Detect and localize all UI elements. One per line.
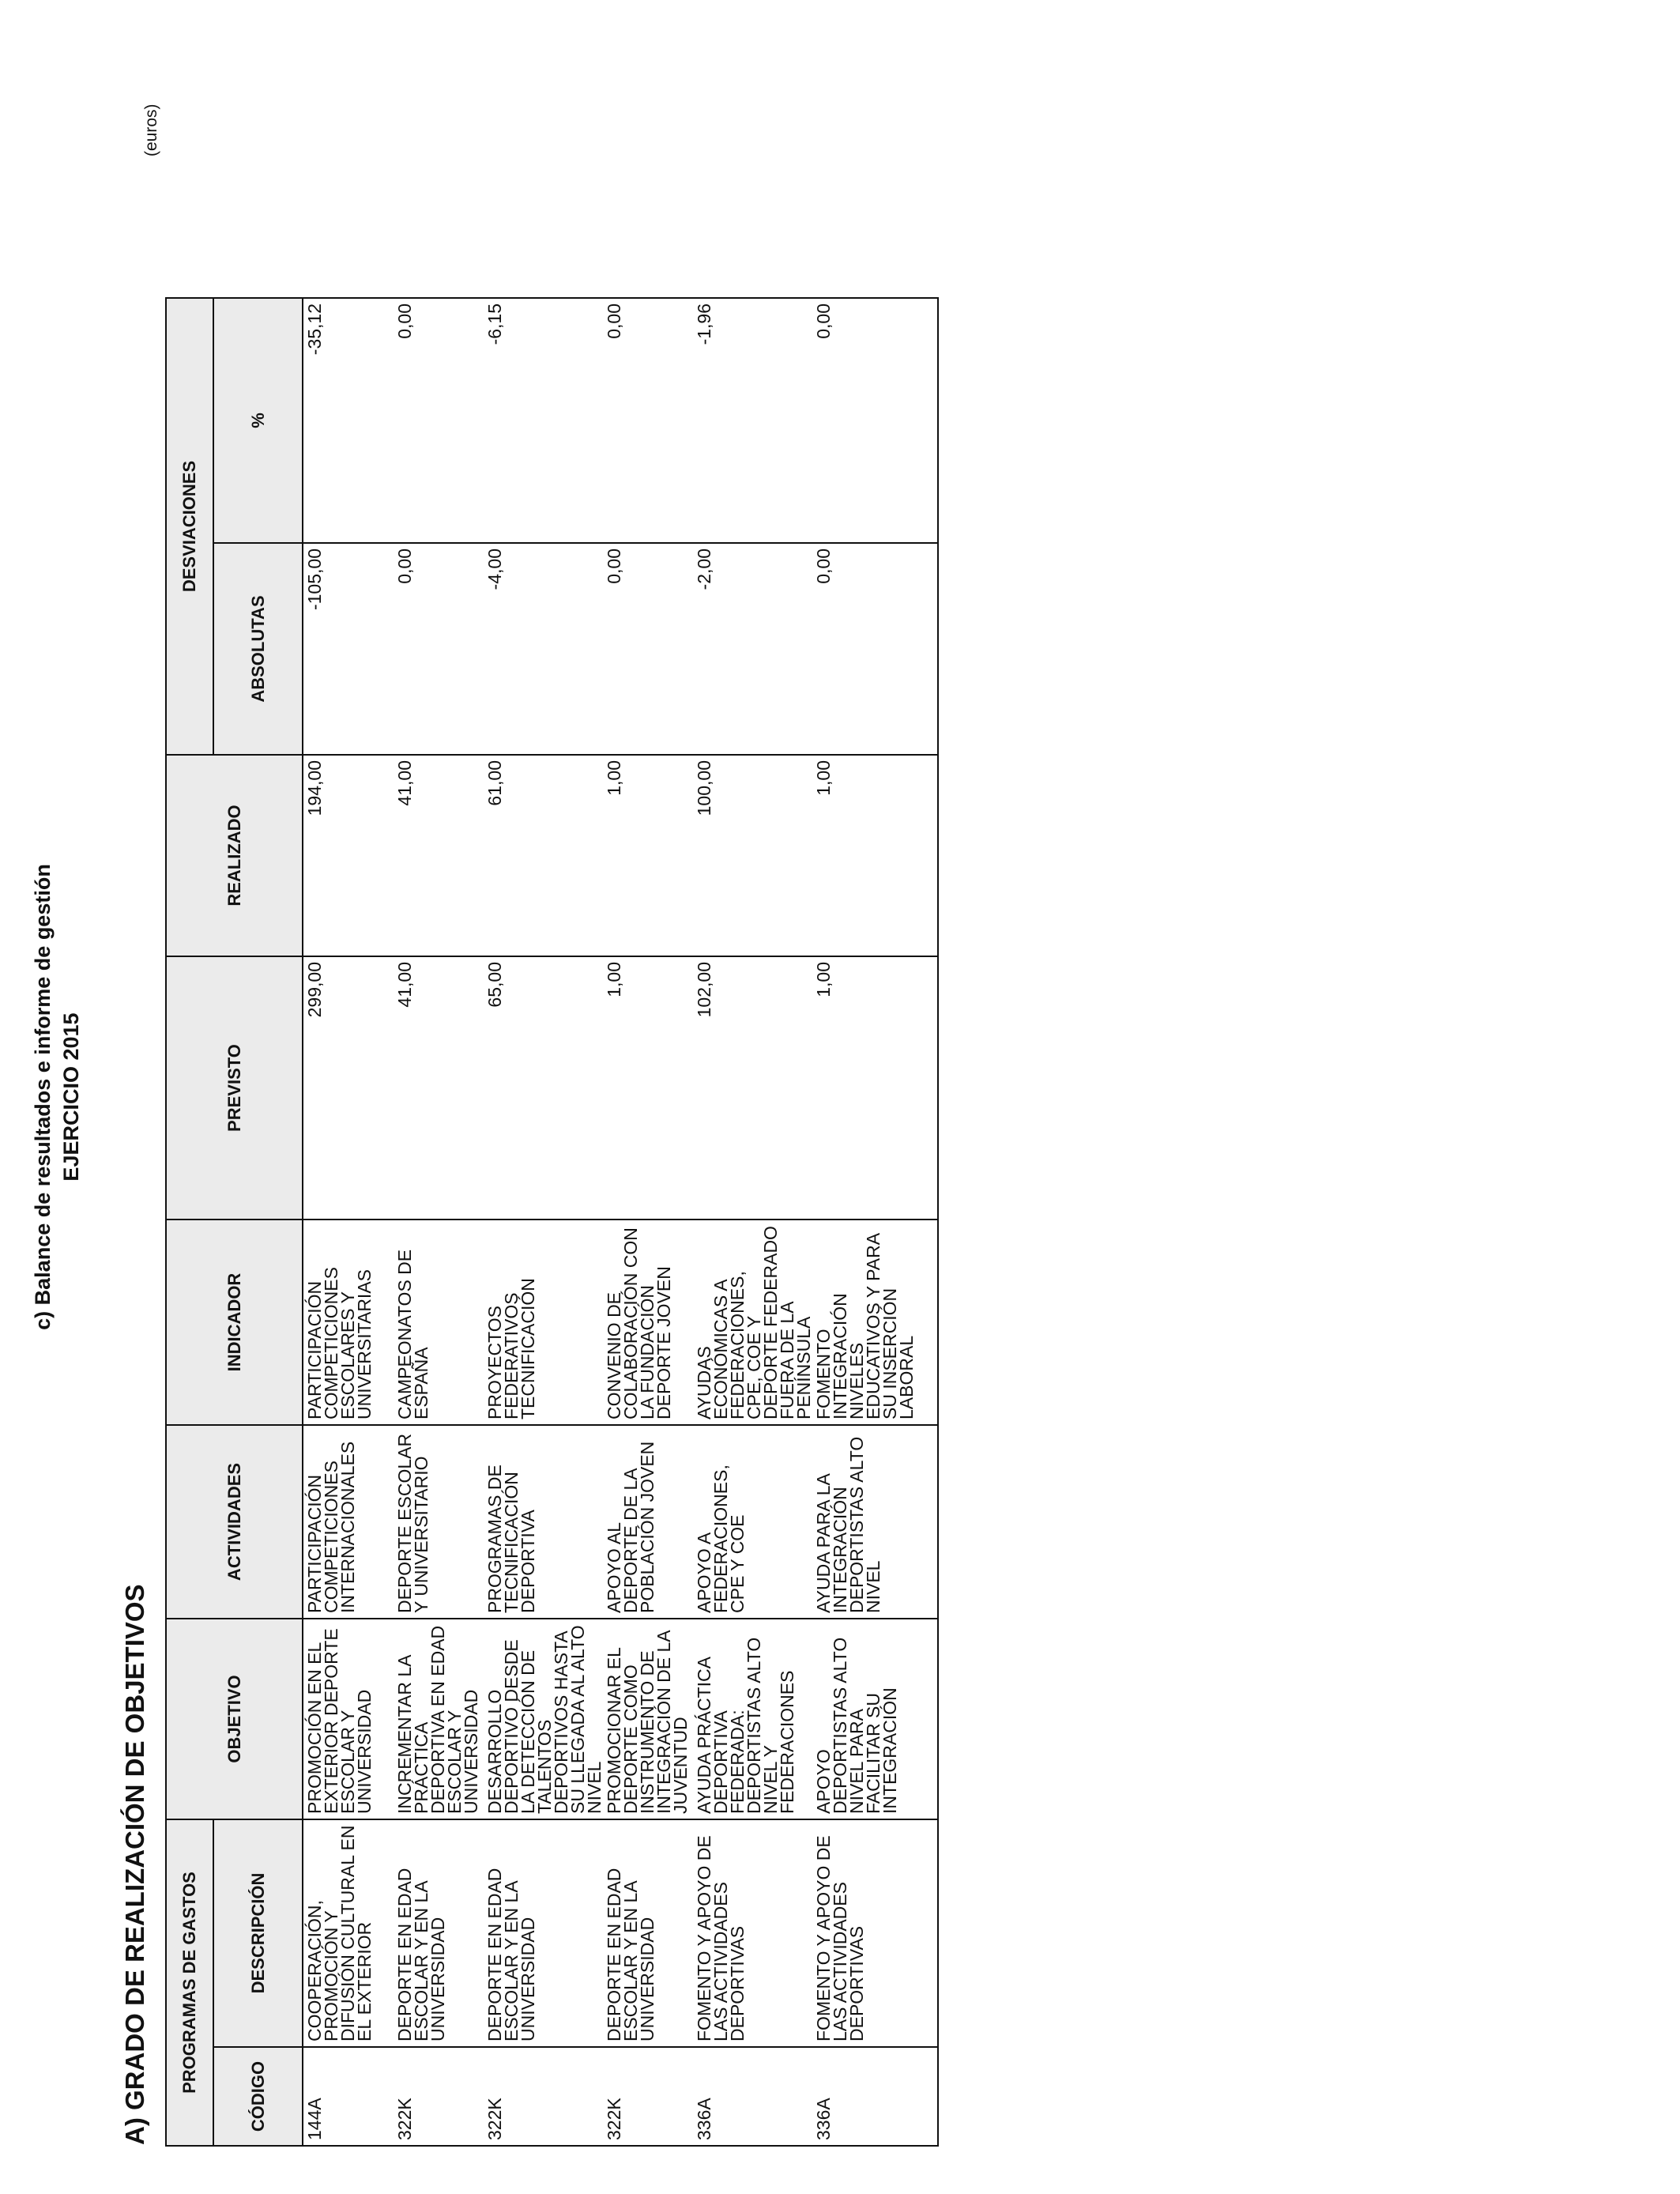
cell-objetivo: INCREMENTAR LA PRÁCTICA DEPORTIVA EN EDAD ESCOLAR Y UNIVERSIDAD [394,1619,484,1819]
cell-pct: -35,12 [303,298,394,543]
col-header-indicador: INDICADOR [166,1220,303,1425]
cell-previsto: 65,00 [484,956,603,1220]
table-row [394,55,484,2146]
col-header-previsto: PREVISTO [166,956,303,1220]
cell-descripcion: COOPERACIÓN, PROMOCIÓN Y DIFUSIÓN CULTURAL EN EL EXTERIOR [303,1819,394,2047]
group-header-programas: PROGRAMAS DE GASTOS [166,1819,213,2146]
objectives-table [165,55,939,2147]
cell-pct: 0,00 [603,298,693,543]
cell-pct: 0,00 [394,298,484,543]
cell-indicador: AYUDAS ECONÓMICAS A FEDERACIONES, CPE, COE Y DEPORTE FEDERADO FUERA DE LA PENÍNSULA [693,1220,812,1425]
cell-descripcion: FOMENTO Y APOYO DE LAS ACTIVIDADES DEPORTIVAS [693,1819,812,2047]
cell-absolutas: -2,00 [693,543,812,755]
report-title: c) Balance de resultados e informe de gestión [31,864,55,1330]
cell-absolutas: 0,00 [394,543,484,755]
cell-actividades: APOYO AL DEPORTE DE LA POBLACIÓN JOVEN [603,1425,693,1619]
group-header-desviaciones: DESVIACIONES [166,298,213,755]
cell-indicador: FOMENTO INTEGRACIÓN NIVELES EDUCATIVOS Y PARA SU INSERCIÓN LABORAL [812,1220,938,1425]
cell-absolutas: 0,00 [812,543,938,755]
cell-codigo: 322K [394,2047,484,2146]
cell-realizado: 41,00 [394,755,484,956]
cell-codigo: 336A [812,2047,938,2146]
cell-pct: 0,00 [812,298,938,543]
cell-actividades: PARTICIPACIÓN COMPETICIONES INTERNACIONALES [303,1425,394,1619]
col-header-absolutas: ABSOLUTAS [213,543,303,755]
cell-codigo: 144A [303,2047,394,2146]
col-header-actividades: ACTIVIDADES [166,1425,303,1619]
cell-indicador: PARTICIPACIÓN COMPETICIONES ESCOLARES Y UNIVERSITARIAS [303,1220,394,1425]
cell-absolutas: -105,00 [303,543,394,755]
table-row [812,55,938,2146]
cell-actividades: APOYO A FEDERACIONES, CPE Y COE [693,1425,812,1619]
cell-codigo: 336A [693,2047,812,2146]
cell-objetivo: AYUDA PRÁCTICA DEPORTIVA FEDERADA: DEPORTISTAS ALTO NIVEL Y FEDERACIONES [693,1619,812,1819]
col-header-realizado: REALIZADO [166,755,303,956]
cell-codigo: 322K [603,2047,693,2146]
cell-pct: -6,15 [484,298,603,543]
table-row [603,55,693,2146]
cell-codigo: 322K [484,2047,603,2146]
section-title: A) GRADO DE REALIZACIÓN DE OBJETIVOS [120,1584,149,2145]
cell-realizado: 1,00 [812,755,938,956]
cell-descripcion: DEPORTE EN EDAD ESCOLAR Y EN LA UNIVERSIDAD [484,1819,603,2047]
cell-absolutas: 0,00 [603,543,693,755]
cell-previsto: 1,00 [812,956,938,1220]
cell-objetivo: DESARROLLO DEPORTIVO DESDE LA DETECCIÓN DE TALENTOS DEPORTIVOS HASTA SU LLEGADA AL ALTO NIVEL [484,1619,603,1819]
cell-descripcion: FOMENTO Y APOYO DE LAS ACTIVIDADES DEPORTIVAS [812,1819,938,2047]
cell-descripcion: DEPORTE EN EDAD ESCOLAR Y EN LA UNIVERSIDAD [394,1819,484,2047]
cell-absolutas: -4,00 [484,543,603,755]
cell-previsto: 102,00 [693,956,812,1220]
cell-actividades: AYUDA PARA LA INTEGRACIÓN DEPORTISTAS ALTO NIVEL [812,1425,938,1619]
cell-objetivo: PROMOCIONAR EL DEPORTE COMO INSTRUMENTO DE INTEGRACIÓN DE LA JUVENTUD [603,1619,693,1819]
table-row [693,55,812,2146]
cell-previsto: 1,00 [603,956,693,1220]
cell-realizado: 61,00 [484,755,603,956]
col-header-codigo: CÓDIGO [213,2047,303,2146]
cell-objetivo: PROMOCIÓN EN EL EXTERIOR DEPORTE ESCOLAR Y UNIVERSIDAD [303,1619,394,1819]
cell-previsto: 299,00 [303,956,394,1220]
cell-indicador: PROYECTOS FEDERATIVOS TECNIFICACIÓN [484,1220,603,1425]
report-year: EJERCICIO 2015 [59,1012,83,1182]
cell-realizado: 194,00 [303,755,394,956]
table-row [484,55,603,2146]
cell-descripcion: DEPORTE EN EDAD ESCOLAR Y EN LA UNIVERSIDAD [603,1819,693,2047]
unit-label: (euros) [142,104,160,156]
cell-objetivo: APOYO DEPORTISTAS ALTO NIVEL PARA FACILITAR SU INTEGRACIÓN [812,1619,938,1819]
cell-realizado: 1,00 [603,755,693,956]
cell-previsto: 41,00 [394,956,484,1220]
col-header-descripcion: DESCRIPCIÓN [213,1819,303,2047]
col-header-objetivo: OBJETIVO [166,1619,303,1819]
cell-pct: -1,96 [693,298,812,543]
cell-actividades: DEPORTE ESCOLAR Y UNIVERSITARIO [394,1425,484,1619]
table-row [303,55,394,2146]
cell-actividades: PROGRAMAS DE TECNIFICACIÓN DEPORTIVA [484,1425,603,1619]
cell-realizado: 100,00 [693,755,812,956]
col-header-pct: % [213,298,303,543]
cell-indicador: CONVENIO DE COLABORACIÓN CON LA FUNDACIÓN DEPORTE JOVEN [603,1220,693,1425]
cell-indicador: CAMPEONATOS DE ESPAÑA [394,1220,484,1425]
